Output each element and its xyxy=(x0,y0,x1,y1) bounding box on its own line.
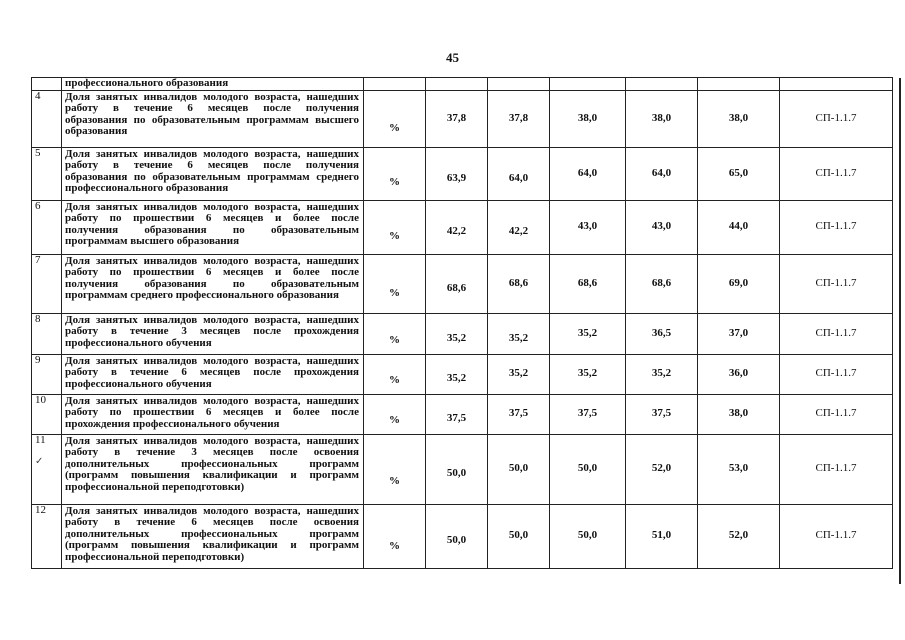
indicator-name xyxy=(62,254,364,313)
indicator-name-line: получения образования по образовательным xyxy=(65,223,359,236)
indicator-name xyxy=(62,313,364,354)
table-row xyxy=(32,394,893,434)
program-code: СП-1.1.7 xyxy=(780,504,893,568)
indicator-name-line: Доля занятых инвалидов молодого возраста, нашедших xyxy=(65,313,359,326)
indicator-name xyxy=(62,504,364,568)
value-cell-5: 44,0 xyxy=(698,200,780,254)
indicator-name-line: работу в течение 6 месяцев после получения xyxy=(65,159,359,172)
value-cell-2: 35,2 xyxy=(488,313,550,354)
value-cell-3: 37,5 xyxy=(550,394,626,434)
indicator-name-line: профессионального обучения xyxy=(65,336,212,349)
table-row xyxy=(32,434,893,504)
value-cell-3: 35,2 xyxy=(550,313,626,354)
indicator-name xyxy=(62,434,364,504)
value-cell-3: 38,0 xyxy=(550,90,626,147)
value-cell-4: 37,5 xyxy=(626,394,698,434)
indicator-name xyxy=(62,394,364,434)
value-cell-5: 69,0 xyxy=(698,254,780,313)
value-cell-2: 64,0 xyxy=(488,147,550,200)
row-number: 4 xyxy=(32,90,62,147)
value-cell-3: 64,0 xyxy=(550,147,626,200)
indicator-name-line: работу по прошествии 6 месяцев и более после xyxy=(65,266,359,279)
indicator-name-line: программам высшего образования xyxy=(65,235,240,248)
value-cell-1: 37,8 xyxy=(426,90,488,147)
value-cell-1: 35,2 xyxy=(426,313,488,354)
indicator-name-line: получения образования по образовательным xyxy=(65,277,359,290)
value-cell-3: 50,0 xyxy=(550,504,626,568)
value-cell-5: 36,0 xyxy=(698,354,780,394)
indicator-name-line: работу в течение 3 месяцев после освоения xyxy=(65,446,359,459)
indicator-name-line: профессионального обучения xyxy=(65,377,212,390)
indicator-name xyxy=(62,147,364,200)
indicator-name-line: Доля занятых инвалидов молодого возраста, нашедших xyxy=(65,200,359,213)
indicator-name-line: профессионального образования xyxy=(65,182,229,195)
value-cell-1: 50,0 xyxy=(426,434,488,504)
value-cell-2: 50,0 xyxy=(488,434,550,504)
value-cell-1: 42,2 xyxy=(426,200,488,254)
unit-cell: % xyxy=(364,504,426,568)
table-row xyxy=(32,254,893,313)
unit-cell: % xyxy=(364,147,426,200)
indicator-name-line: программам среднего профессионального образования xyxy=(65,289,339,302)
value-cell-1: 68,6 xyxy=(426,254,488,313)
handwritten-check-icon: ✓ xyxy=(35,456,44,468)
value-cell-3: 50,0 xyxy=(550,434,626,504)
row-number: 12 xyxy=(32,504,62,568)
indicators-table xyxy=(31,77,893,569)
program-code: СП-1.1.7 xyxy=(780,354,893,394)
indicator-name-line: Доля занятых инвалидов молодого возраста, нашедших xyxy=(65,254,359,267)
indicator-name-line: образования xyxy=(65,125,128,138)
indicator-name-line: образования по образовательным программам высшего xyxy=(65,113,359,126)
table-row-continuation xyxy=(32,78,893,91)
row-number: 8 xyxy=(32,313,62,354)
indicator-name-line: Доля занятых инвалидов молодого возраста, нашедших xyxy=(65,90,359,103)
table-row xyxy=(32,147,893,200)
indicator-name xyxy=(62,90,364,147)
program-code: СП-1.1.7 xyxy=(780,434,893,504)
row-number: 7 xyxy=(32,254,62,313)
value-cell-2: 35,2 xyxy=(488,354,550,394)
value-cell-2: 50,0 xyxy=(488,504,550,568)
table-row xyxy=(32,313,893,354)
value-cell-2: 68,6 xyxy=(488,254,550,313)
value-cell-2: 37,5 xyxy=(488,394,550,434)
unit-cell: % xyxy=(364,313,426,354)
margin-rule xyxy=(899,78,901,584)
indicator-name-line: дополнительных профессиональных программ xyxy=(65,527,359,540)
num-cell xyxy=(32,78,62,91)
indicator-name-line: дополнительных профессиональных программ xyxy=(65,457,359,470)
indicator-name-line: (программ повышения квалификации и программ xyxy=(65,469,359,482)
program-code: СП-1.1.7 xyxy=(780,147,893,200)
row-number: 6 xyxy=(32,200,62,254)
indicator-name-line: Доля занятых инвалидов молодого возраста, нашедших xyxy=(65,147,359,160)
indicator-name-line: Доля занятых инвалидов молодого возраста, нашедших xyxy=(65,394,359,407)
value-cell-1: 35,2 xyxy=(426,354,488,394)
value-cell-1: 63,9 xyxy=(426,147,488,200)
row-number: 9 xyxy=(32,354,62,394)
table-row xyxy=(32,200,893,254)
value-cell-5: 38,0 xyxy=(698,90,780,147)
value-cell-4: 38,0 xyxy=(626,90,698,147)
value-cell-5: 37,0 xyxy=(698,313,780,354)
value-cell-4: 68,6 xyxy=(626,254,698,313)
value-cell-3: 43,0 xyxy=(550,200,626,254)
value-cell-5: 52,0 xyxy=(698,504,780,568)
indicator-name-line: работу по прошествии 6 месяцев и более после xyxy=(65,212,359,225)
value-cell-4: 36,5 xyxy=(626,313,698,354)
indicator-name-line: Доля занятых инвалидов молодого возраста, нашедших xyxy=(65,434,359,447)
indicator-name-line: прохождения профессионального обучения xyxy=(65,417,280,430)
value-cell-4: 35,2 xyxy=(626,354,698,394)
table-row xyxy=(32,354,893,394)
indicator-name-line: образования по образовательным программам среднего xyxy=(65,170,359,183)
indicator-name-line: профессиональной переподготовки) xyxy=(65,480,245,493)
unit-cell: % xyxy=(364,90,426,147)
indicator-name xyxy=(62,200,364,254)
value-cell-1: 37,5 xyxy=(426,394,488,434)
unit-cell: % xyxy=(364,254,426,313)
value-cell-4: 52,0 xyxy=(626,434,698,504)
indicator-name-fragment: профессионального образования xyxy=(62,78,364,91)
program-code: СП-1.1.7 xyxy=(780,313,893,354)
indicator-name-line: работу по прошествии 6 месяцев и более после xyxy=(65,406,359,419)
value-cell-5: 65,0 xyxy=(698,147,780,200)
table-row xyxy=(32,90,893,147)
program-code: СП-1.1.7 xyxy=(780,200,893,254)
table-row xyxy=(32,504,893,568)
indicator-name-line: работу в течение 3 месяцев после прохождения xyxy=(65,325,359,338)
indicator-name-line: Доля занятых инвалидов молодого возраста, нашедших xyxy=(65,354,359,367)
indicator-name-line: работу в течение 6 месяцев после освоения xyxy=(65,516,359,529)
value-cell-5: 38,0 xyxy=(698,394,780,434)
indicator-name-line: профессиональной переподготовки) xyxy=(65,550,245,563)
row-number: 11 ✓ xyxy=(32,434,62,504)
value-cell-5: 53,0 xyxy=(698,434,780,504)
program-code: СП-1.1.7 xyxy=(780,254,893,313)
row-number: 10 xyxy=(32,394,62,434)
value-cell-4: 43,0 xyxy=(626,200,698,254)
value-cell-4: 51,0 xyxy=(626,504,698,568)
value-cell-3: 68,6 xyxy=(550,254,626,313)
value-cell-2: 37,8 xyxy=(488,90,550,147)
unit-cell: % xyxy=(364,354,426,394)
indicator-name-line: работу в течение 6 месяцев после прохождения xyxy=(65,366,359,379)
page-number: 45 xyxy=(446,50,459,65)
value-cell-3: 35,2 xyxy=(550,354,626,394)
row-number: 5 xyxy=(32,147,62,200)
indicator-name-line: Доля занятых инвалидов молодого возраста, нашедших xyxy=(65,504,359,517)
value-cell-1: 50,0 xyxy=(426,504,488,568)
indicator-name xyxy=(62,354,364,394)
unit-cell: % xyxy=(364,394,426,434)
indicator-name-line: работу в течение 6 месяцев после получения xyxy=(65,102,359,115)
program-code: СП-1.1.7 xyxy=(780,394,893,434)
value-cell-2: 42,2 xyxy=(488,200,550,254)
program-code: СП-1.1.7 xyxy=(780,90,893,147)
unit-cell: % xyxy=(364,434,426,504)
value-cell-4: 64,0 xyxy=(626,147,698,200)
indicator-name-line: (программ повышения квалификации и программ xyxy=(65,539,359,552)
unit-cell: % xyxy=(364,200,426,254)
